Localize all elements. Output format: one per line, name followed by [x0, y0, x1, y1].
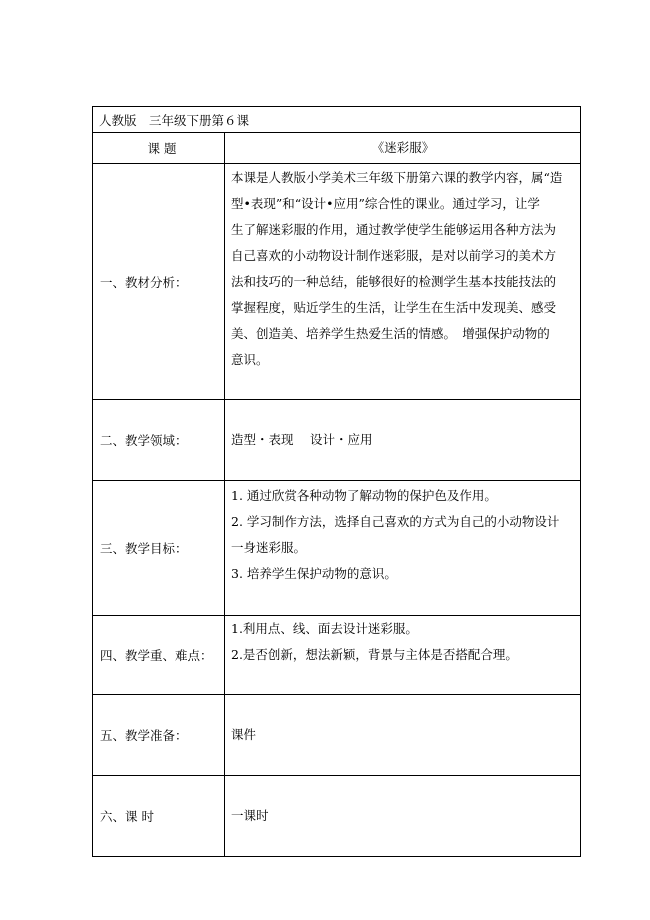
row-teaching-goals [93, 481, 581, 616]
teaching-goals-label: 三、教学目标： [93, 481, 225, 616]
row-key-difficult-points [93, 616, 581, 695]
analysis-line: 意识。 [231, 352, 269, 367]
analysis-line: 法和技巧的一种总结，能够很好的检测学生基本技能技法的 [231, 274, 557, 289]
header-row [93, 107, 581, 133]
row-class-hours [93, 776, 581, 857]
table-header: 人教版 三年级下册第６课 [93, 107, 581, 133]
lesson-title-value: 《迷彩服》 [225, 133, 581, 164]
analysis-line: 美、创造美、培养学生热爱生活的情感。 增强保护动物的 [231, 326, 550, 341]
goal-line: 3. 培养学生保护动物的意识。 [231, 566, 397, 581]
class-hours-value: 一课时 [225, 776, 581, 857]
goal-line: 2. 学习制作方法，选择自己喜欢的方式为自己的小动物设计 [231, 514, 560, 529]
teaching-domain-label: 二、教学领域： [93, 400, 225, 481]
analysis-line: 生了解迷彩服的作用，通过教学使学生能够运用各种方法为 [231, 222, 557, 237]
row-textbook-analysis [93, 164, 581, 400]
row-lesson-title [93, 133, 581, 164]
teaching-prep-value: 课件 [225, 695, 581, 776]
key-points-label: 四、教学重、难点： [93, 616, 225, 695]
analysis-line: 本课是人教版小学美术三年级下册第六课的教学内容，属“造 [231, 170, 563, 185]
analysis-line: 型•表现”和“设计•应用”综合性的课业。通过学习，让学 [231, 196, 540, 211]
analysis-line: 自己喜欢的小动物设计制作迷彩服，是对以前学习的美术方 [231, 248, 557, 263]
lesson-title-label: 课 题 [93, 133, 225, 164]
textbook-analysis-content [225, 164, 581, 400]
row-teaching-domain [93, 400, 581, 481]
row-teaching-preparation [93, 695, 581, 776]
class-hours-label: 六、课 时 [93, 776, 225, 857]
goal-line: 一身迷彩服。 [231, 540, 307, 555]
analysis-line: 掌握程度，贴近学生的生活，让学生在生活中发现美、感受 [231, 300, 557, 315]
teaching-goals-content [225, 481, 581, 616]
lesson-plan-table [92, 106, 581, 857]
goal-line: 1. 通过欣赏各种动物了解动物的保护色及作用。 [231, 488, 497, 503]
key-points-content [225, 616, 581, 695]
teaching-prep-label: 五、教学准备： [93, 695, 225, 776]
textbook-analysis-label: 一、教材分析： [93, 164, 225, 400]
teaching-domain-value: 造型・表现 设计・应用 [225, 400, 581, 481]
key-point-line: 1.利用点、线、面去设计迷彩服。 [231, 621, 418, 636]
key-point-line: 2.是否创新，想法新颖，背景与主体是否搭配合理。 [231, 647, 518, 662]
